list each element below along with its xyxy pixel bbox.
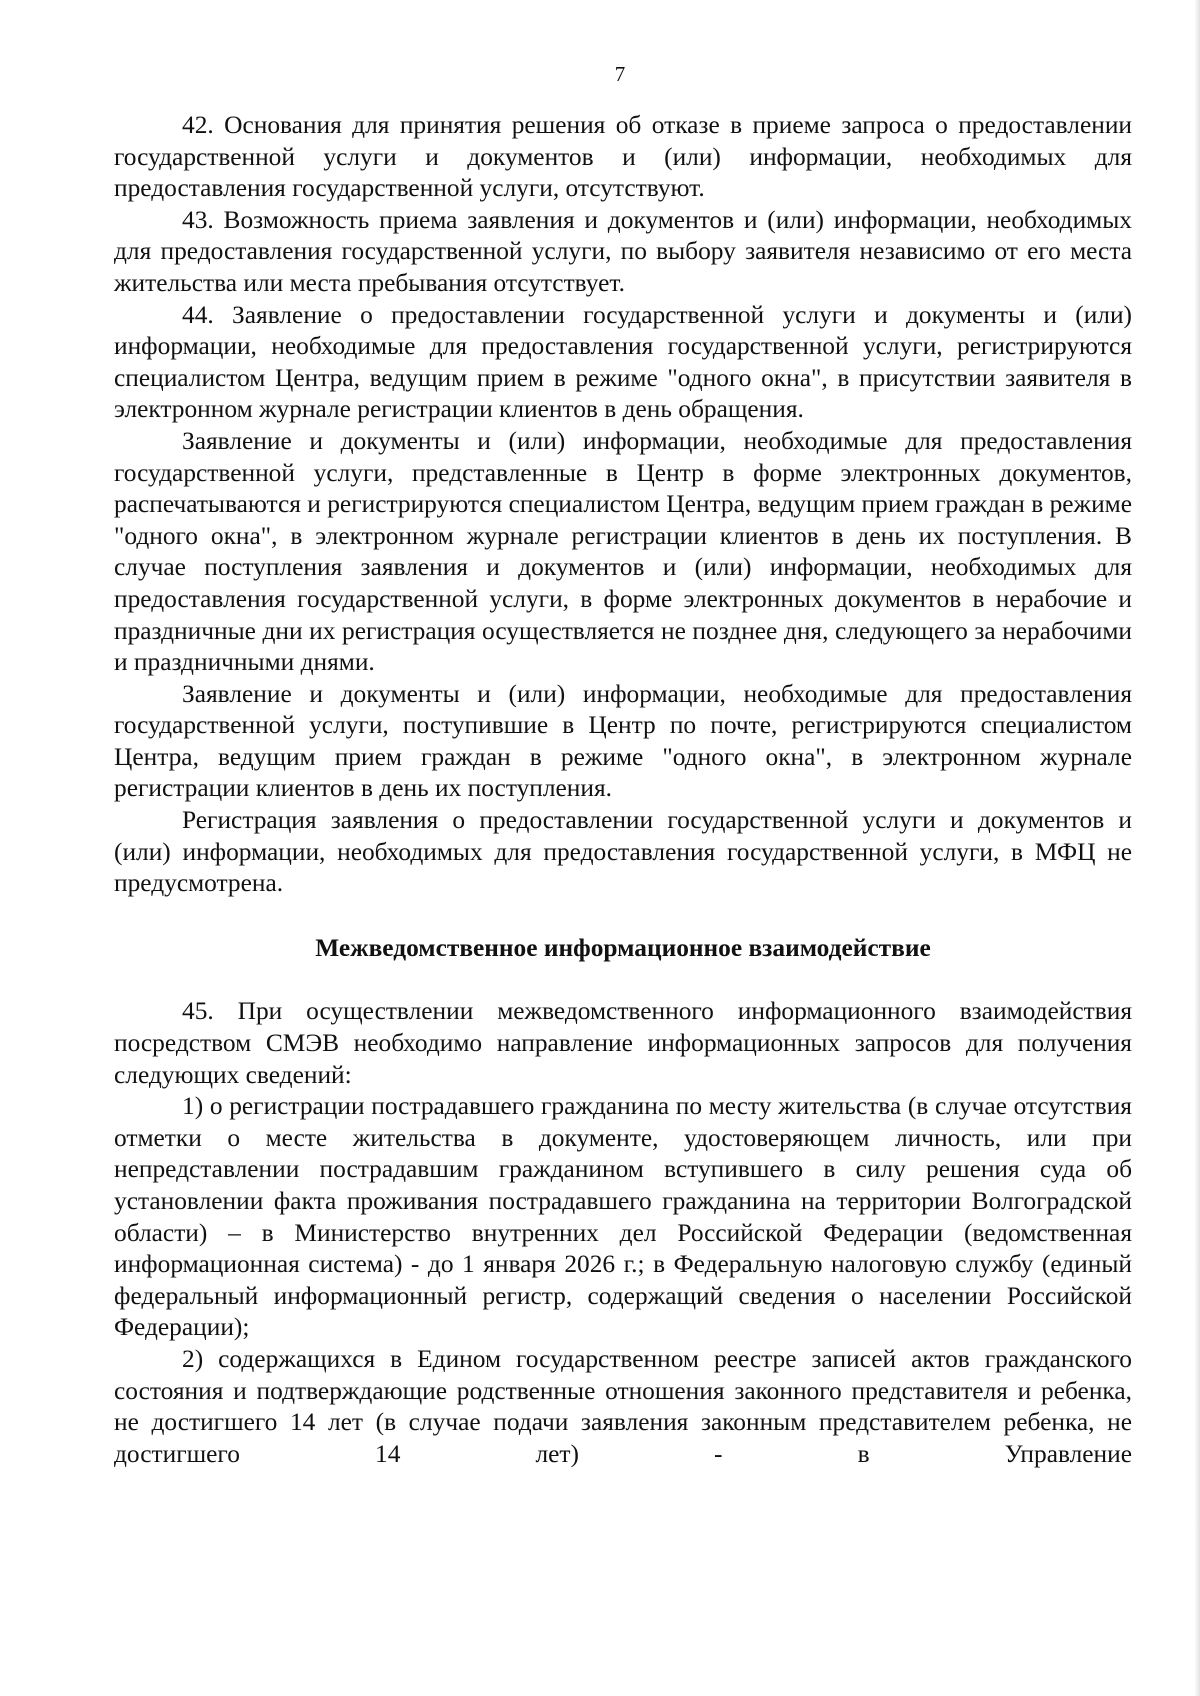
paragraph-44-mfc: Регистрация заявления о предоставлении государственной услуги и документов и (или) информации, необходимых для предоставления государственной услуги, в МФЦ не предусмотрена.	[114, 806, 1132, 898]
page-edge-shadow	[1194, 0, 1200, 1696]
paragraph-45: 45. При осуществлении межведомственного информационного взаимодействия посредством СМЭВ необходимо направление информационных запросов для получения следующих сведений:	[114, 997, 1132, 1089]
paragraph-44-electronic: Заявление и документы и (или) информации, необходимые для предоставления государственной услуги, представленные в Центр в форме электронных документов, распечатываются и регистрируются специалистом Центра, ведущим прием граждан в режиме "одного окна", в электронном журнале регистрации клиентов в день их поступления. В случае поступления заявления и документов и (или) информации, необходимых для предоставления государственной услуги, в форме электронных документов в нерабочие и праздничные дни их регистрация осуществляется не позднее дня, следующего за нерабочими и праздничными днями.	[114, 426, 1132, 677]
paragraph-45-item-2: 2) содержащихся в Едином государственном реестре записей актов гражданского состояния и подтверждающие родственные отношения законного представителя и ребенка, не достигшего 14 лет (в случае подачи заявления законным представителем ребенка, не достигшего 14 лет) - в Управление	[114, 1344, 1132, 1468]
paragraph-44-mail: Заявление и документы и (или) информации, необходимые для предоставления государственной услуги, поступившие в Центр по почте, регистрируются специалистом Центра, ведущим прием граждан в режиме "одного окна", в электронном журнале регистрации клиентов в день их поступления.	[114, 679, 1132, 803]
document-body	[114, 110, 1132, 1470]
paragraph-45-item-1: 1) о регистрации пострадавшего гражданина по месту жительства (в случае отсутствия отметки о месте жительства в документе, удостоверяющем личность, или при непредставлении пострадавшим гражданином вступившего в силу решения суда об установлении факта проживания пострадавшего гражданина на территории Волгоградской области) – в Министерство внутренних дел Российской Федерации (ведомственная информационная система) - до 1 января 2026 г.; в Федеральную налоговую службу (единый федеральный информационный регистр, содержащий сведения о населении Российской Федерации);	[114, 1092, 1132, 1342]
page-number: 7	[614, 62, 626, 86]
section-heading: Межведомственное информационное взаимодействие	[315, 933, 931, 962]
paragraph-43: 43. Возможность приема заявления и документов и (или) информации, необходимых для предоставления государственной услуги, по выбору заявителя независимо от его места жительства или места пребывания отсутствует.	[114, 205, 1132, 297]
paragraph-44: 44. Заявление о предоставлении государственной услуги и документы и (или) информации, необходимые для предоставления государственной услуги, регистрируются специалистом Центра, ведущим прием в режиме "одного окна", в присутствии заявителя в электронном журнале регистрации клиентов в день обращения.	[114, 300, 1132, 424]
paragraph-42: 42. Основания для принятия решения об отказе в приеме запроса о предоставлении государственной услуги и документов и (или) информации, необходимых для предоставления государственной услуги, отсутствуют.	[114, 111, 1132, 203]
